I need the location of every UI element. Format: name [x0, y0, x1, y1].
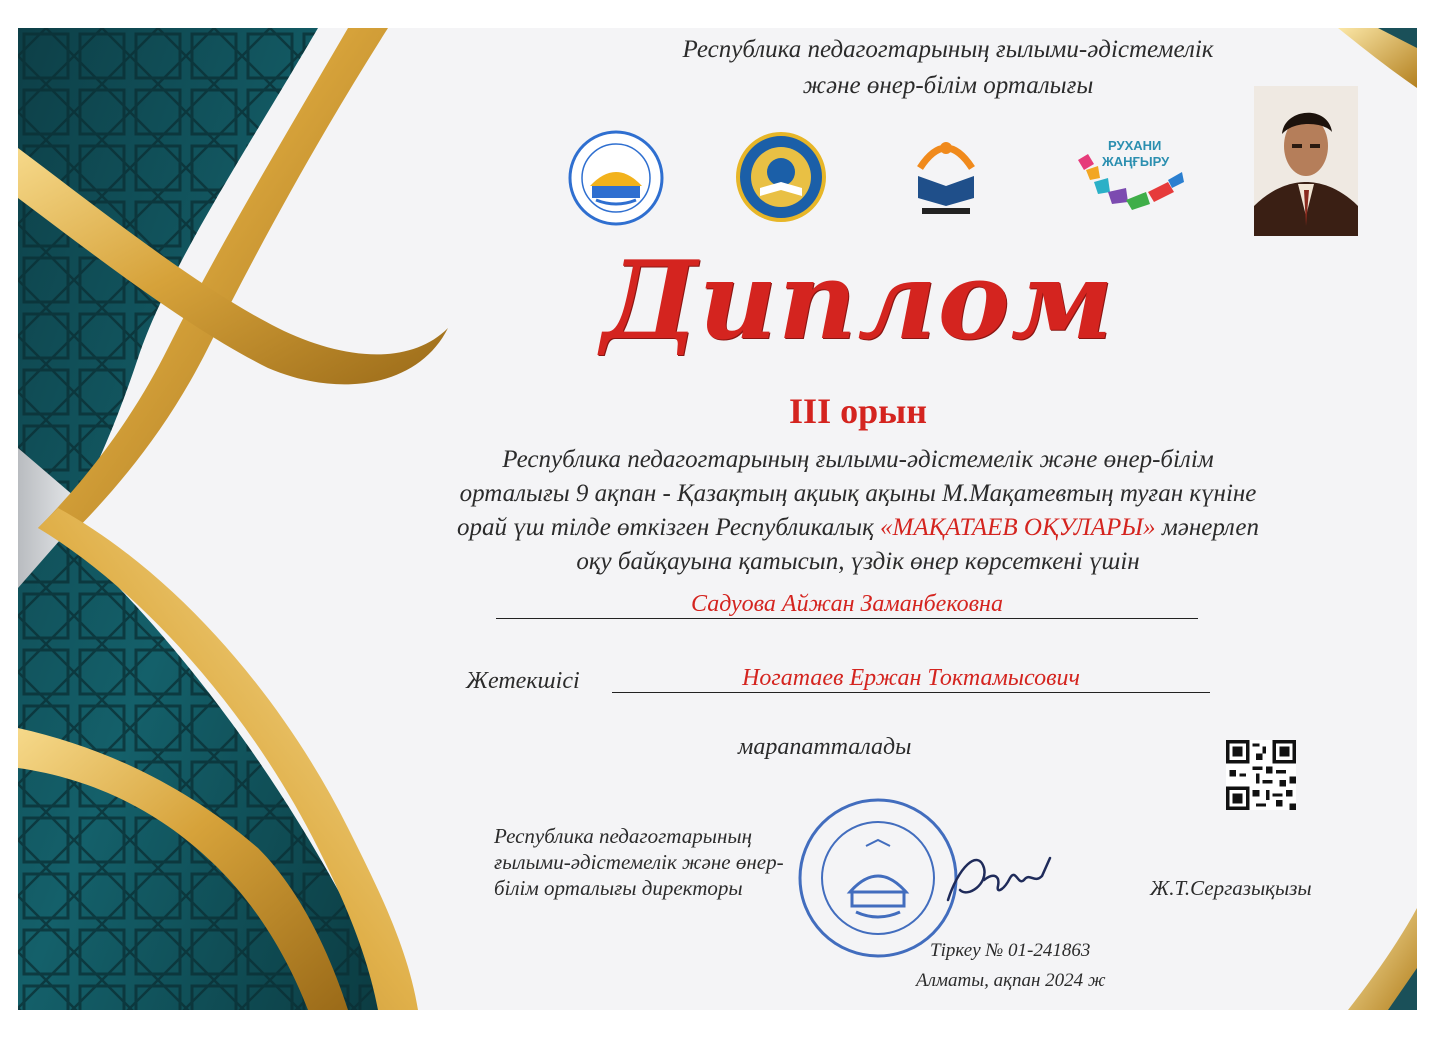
- winner-name: Садуова Айжан Заманбековна: [496, 590, 1198, 619]
- body-line-4: оқу байқауына қатысып, үздік өнер көрсеткені үшін: [576, 548, 1140, 575]
- director-line-2: ғылыми-әдістемелік және өнер-: [494, 850, 784, 874]
- header-line-1: Республика педагогтарының ғылыми-әдістемелік: [682, 36, 1214, 63]
- awarded-text: марапатталады: [738, 734, 912, 760]
- header-line-2: және өнер-білім орталығы: [802, 72, 1094, 99]
- rukhani-zhangyru-logo: [1068, 130, 1188, 220]
- body-line-2: орталығы 9 ақпан - Қазақтың ақиық ақыны М.Мақатевтың туған күніне: [459, 480, 1257, 507]
- body-line-3-end: мәнерлеп: [1155, 514, 1260, 541]
- body-line-1: Республика педагогтарының ғылыми-әдістемелік және өнер-білім: [502, 446, 1214, 473]
- supervisor-label: Жетекшісі: [466, 668, 580, 694]
- place-award: III орын: [789, 391, 927, 431]
- body-line-3: [348, 514, 1368, 542]
- director-line-1: Республика педагогтарының: [494, 824, 753, 848]
- diploma-title: Диплом: [601, 238, 1115, 364]
- place-and-date: Алматы, ақпан 2024 ж: [916, 970, 1106, 991]
- body-line-3-start: орай үш тілде өткізген Республикалық: [456, 514, 881, 541]
- official-stamp: [796, 796, 960, 960]
- diploma-sheet: [18, 28, 1417, 1010]
- poet-portrait: [1254, 86, 1358, 236]
- zhangyru-text: ЖАҢҒЫРУ: [1102, 154, 1170, 169]
- qr-code: [1226, 740, 1296, 810]
- signer-name: Ж.Т.Сергазықызы: [1150, 876, 1312, 900]
- registration-number: Тіркеу № 01-241863: [930, 940, 1091, 961]
- rukhani-text: РУХАНИ: [1108, 138, 1162, 153]
- academy-emblem-logo: [736, 132, 826, 222]
- contest-name: «МАҚАТАЕВ ОҚУЛАРЫ»: [880, 514, 1156, 541]
- director-line-3: білім орталығы директоры: [494, 876, 743, 900]
- director-signature: [938, 828, 1058, 918]
- sheber-pedagog-logo: [910, 128, 982, 214]
- center-seal-logo: [566, 128, 666, 228]
- supervisor-name: Ногатаев Ержан Токтамысович: [612, 664, 1210, 693]
